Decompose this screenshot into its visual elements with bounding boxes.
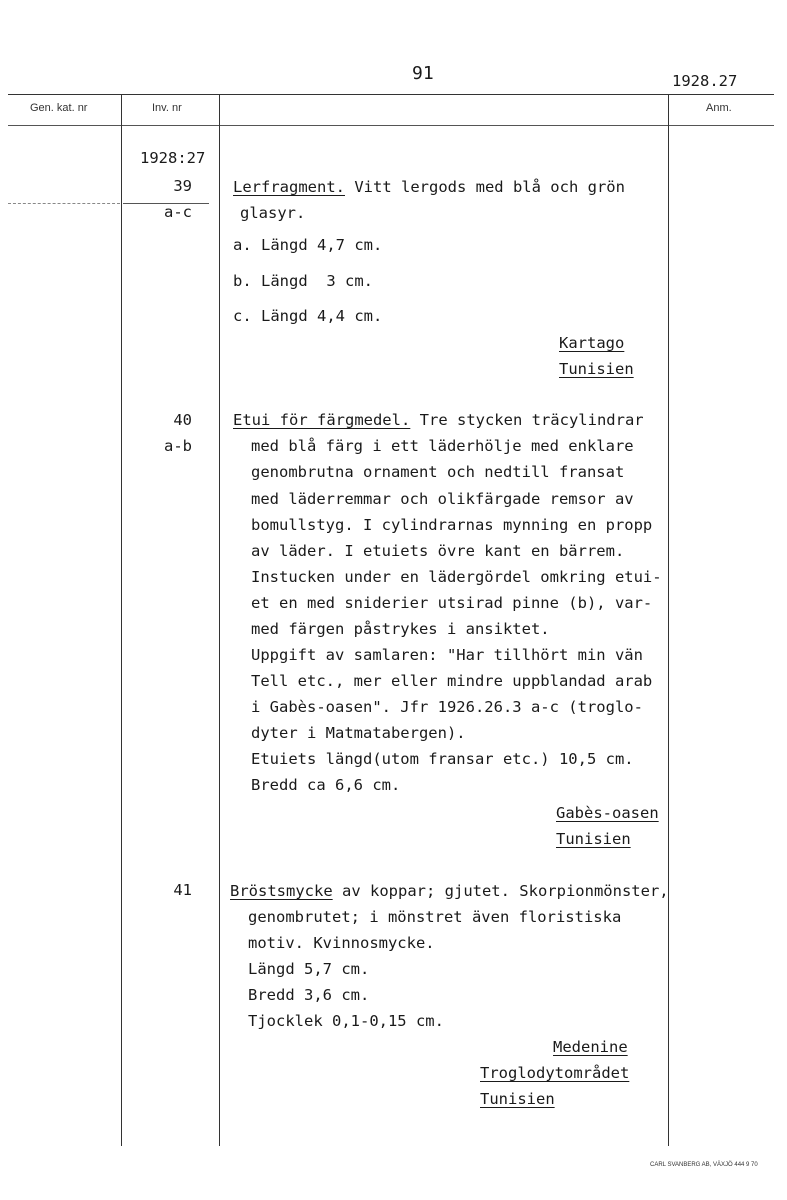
- place-country: Tunisien: [480, 1090, 555, 1108]
- entry-line: Bredd 3,6 cm.: [248, 986, 370, 1004]
- inv-subletters: a-c: [164, 203, 192, 221]
- entry-line: Tjocklek 0,1-0,15 cm.: [248, 1012, 444, 1030]
- entry-line: Tre stycken träcylindrar: [419, 411, 644, 429]
- entry-line: genombrutna ornament och nedtill fransat: [251, 463, 625, 481]
- entry-line: Längd 5,7 cm.: [248, 960, 370, 978]
- place-region: Troglodytområdet: [480, 1064, 630, 1082]
- entry-line: genombrutet; i mönstret även floristiska: [248, 908, 622, 926]
- entry-line: av läder. I etuiets övre kant en bärrem.: [251, 542, 625, 560]
- column-anm: Anm.: [706, 102, 732, 114]
- entry-title: Lerfragment.: [233, 178, 345, 196]
- inv-number: 39: [173, 177, 192, 195]
- entry-line: i Gabès-oasen". Jfr 1926.26.3 a-c (troglo-: [251, 698, 643, 716]
- place-locality: Gabès-oasen: [556, 804, 659, 822]
- column-divider-2: [219, 94, 220, 1146]
- entry-line: dyter i Matmatabergen).: [251, 724, 466, 742]
- entry-line: a. Längd 4,7 cm.: [233, 236, 383, 254]
- place-country: Tunisien: [556, 830, 631, 848]
- entry-line: et en med sniderier utsirad pinne (b), var-: [251, 594, 653, 612]
- place-country: Tunisien: [559, 360, 634, 378]
- printer-footer: CARL SVANBERG AB, VÄXJÖ 444 9 70: [650, 1162, 758, 1168]
- inv-number: 41: [173, 881, 192, 899]
- entry-line: med läderremmar och olikfärgade remsor av: [251, 490, 634, 508]
- entry-line: motiv. Kvinnosmycke.: [248, 934, 435, 952]
- place-locality: Medenine: [553, 1038, 628, 1056]
- column-divider-3: [668, 94, 669, 1146]
- entry-line: Bredd ca 6,6 cm.: [251, 776, 401, 794]
- entry-text: [233, 411, 644, 429]
- entry-line: Etuiets längd(utom fransar etc.) 10,5 cm.: [251, 750, 634, 768]
- entry-line: Instucken under en lädergördel omkring etui-: [251, 568, 662, 586]
- column-gen-kat-nr: Gen. kat. nr: [30, 102, 88, 114]
- page-number: 91: [412, 63, 434, 84]
- entry-line: c. Längd 4,4 cm.: [233, 307, 383, 325]
- entry-line: glasyr.: [240, 204, 306, 222]
- gen-kat-divider: [8, 203, 120, 204]
- header-accession-id: 1928.27: [672, 72, 738, 90]
- inv-header: 1928:27: [140, 149, 206, 167]
- entry-line: Tell etc., mer eller mindre uppblandad arab: [251, 672, 653, 690]
- entry-line: av koppar; gjutet. Skorpionmönster,: [342, 882, 669, 900]
- entry-line: bomullstyg. I cylindrarnas mynning en propp: [251, 516, 653, 534]
- header-top-rule: [8, 94, 774, 95]
- entry-text: [233, 178, 625, 196]
- entry-title: Etui för färgmedel.: [233, 411, 411, 429]
- column-divider-1: [121, 94, 122, 1146]
- entry-line: Vitt lergods med blå och grön: [354, 178, 625, 196]
- header-bottom-rule: [8, 125, 774, 126]
- entry-line: med blå färg i ett läderhölje med enklare: [251, 437, 634, 455]
- inv-subletters: a-b: [164, 437, 192, 455]
- entry-title: Bröstsmycke: [230, 882, 333, 900]
- entry-line: b. Längd 3 cm.: [233, 272, 373, 290]
- entry-line: med färgen påstrykes i ansiktet.: [251, 620, 550, 638]
- entry-line: Uppgift av samlaren: "Har tillhört min vän: [251, 646, 643, 664]
- inv-number: 40: [173, 411, 192, 429]
- entry-text: [230, 882, 669, 900]
- column-inv-nr: Inv. nr: [152, 102, 182, 114]
- place-locality: Kartago: [559, 334, 625, 352]
